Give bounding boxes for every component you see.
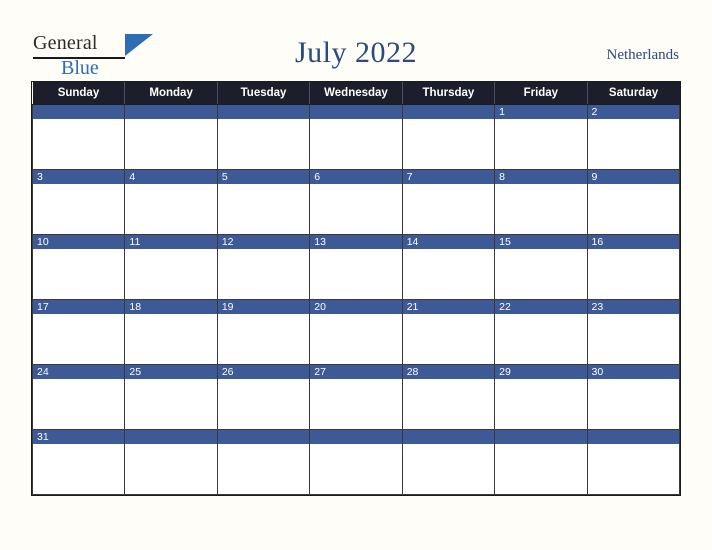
day-notes-area[interactable] <box>218 379 309 427</box>
day-number: 14 <box>403 235 494 249</box>
calendar-day-cell[interactable] <box>217 300 309 365</box>
day-notes-area[interactable] <box>125 314 216 362</box>
calendar-week-row <box>33 170 680 235</box>
day-notes-area[interactable] <box>495 444 586 492</box>
weekday-header-saturday: Saturday <box>587 82 679 105</box>
day-notes-area[interactable] <box>218 444 309 492</box>
calendar-week-row <box>33 235 680 300</box>
day-number: 8 <box>495 170 586 184</box>
day-notes-area[interactable] <box>125 444 216 492</box>
calendar-day-cell[interactable] <box>125 365 217 430</box>
calendar-day-cell[interactable] <box>402 430 494 495</box>
day-number: 22 <box>495 300 586 314</box>
calendar-day-cell[interactable] <box>310 430 402 495</box>
calendar-day-cell[interactable] <box>33 365 125 430</box>
calendar-day-cell[interactable] <box>402 170 494 235</box>
calendar-day-cell[interactable] <box>33 170 125 235</box>
calendar-day-cell[interactable] <box>587 300 679 365</box>
day-number: 26 <box>218 365 309 379</box>
day-number: 19 <box>218 300 309 314</box>
day-notes-area[interactable] <box>125 379 216 427</box>
day-number: 18 <box>125 300 216 314</box>
weekday-header-thursday: Thursday <box>402 82 494 105</box>
day-notes-area[interactable] <box>495 119 586 167</box>
day-number <box>310 105 401 119</box>
day-notes-area[interactable] <box>495 314 586 362</box>
day-notes-area[interactable] <box>588 184 679 232</box>
calendar-day-cell[interactable] <box>33 300 125 365</box>
day-number: 1 <box>495 105 586 119</box>
day-notes-area[interactable] <box>218 314 309 362</box>
calendar-week-row <box>33 430 680 495</box>
calendar-day-cell[interactable] <box>125 300 217 365</box>
day-number: 24 <box>33 365 124 379</box>
day-notes-area[interactable] <box>403 314 494 362</box>
calendar-day-cell[interactable] <box>587 105 679 170</box>
day-number <box>125 430 216 444</box>
day-notes-area[interactable] <box>310 379 401 427</box>
day-notes-area[interactable] <box>125 119 216 167</box>
calendar-day-cell[interactable] <box>495 105 587 170</box>
calendar-day-cell[interactable] <box>495 235 587 300</box>
day-number <box>403 430 494 444</box>
day-notes-area[interactable] <box>495 249 586 297</box>
calendar-week-row <box>33 300 680 365</box>
day-notes-area[interactable] <box>495 379 586 427</box>
calendar-day-cell[interactable] <box>125 170 217 235</box>
calendar-day-cell[interactable] <box>310 105 402 170</box>
weekday-header-monday: Monday <box>125 82 217 105</box>
calendar-week-row <box>33 365 680 430</box>
day-notes-area[interactable] <box>33 444 124 492</box>
day-number <box>125 105 216 119</box>
day-notes-area[interactable] <box>33 379 124 427</box>
day-notes-area[interactable] <box>403 184 494 232</box>
day-number <box>218 430 309 444</box>
page-title: July 2022 <box>294 36 417 69</box>
day-number: 29 <box>495 365 586 379</box>
day-notes-area[interactable] <box>588 314 679 362</box>
day-number: 10 <box>33 235 124 249</box>
day-number: 15 <box>495 235 586 249</box>
logo-text-blue: Blue <box>61 57 99 79</box>
day-notes-area[interactable] <box>588 379 679 427</box>
day-notes-area[interactable] <box>218 249 309 297</box>
calendar-day-cell[interactable] <box>402 105 494 170</box>
day-notes-area[interactable] <box>33 119 124 167</box>
day-number: 13 <box>310 235 401 249</box>
calendar-day-cell[interactable] <box>495 430 587 495</box>
day-number: 12 <box>218 235 309 249</box>
day-notes-area[interactable] <box>495 184 586 232</box>
day-notes-area[interactable] <box>218 184 309 232</box>
day-number: 28 <box>403 365 494 379</box>
day-number: 5 <box>218 170 309 184</box>
calendar-day-cell[interactable] <box>310 170 402 235</box>
calendar-day-cell[interactable] <box>310 235 402 300</box>
page-header <box>0 18 712 79</box>
day-notes-area[interactable] <box>403 379 494 427</box>
day-number: 16 <box>588 235 679 249</box>
day-notes-area[interactable] <box>403 119 494 167</box>
calendar-day-cell[interactable] <box>217 170 309 235</box>
country-label: Netherlands <box>606 47 679 63</box>
calendar-grid <box>31 81 681 496</box>
calendar-day-cell[interactable] <box>310 300 402 365</box>
calendar-day-cell[interactable] <box>125 430 217 495</box>
day-notes-area[interactable] <box>125 184 216 232</box>
calendar-day-cell[interactable] <box>33 105 125 170</box>
calendar-day-cell[interactable] <box>125 235 217 300</box>
day-number: 23 <box>588 300 679 314</box>
day-notes-area[interactable] <box>33 184 124 232</box>
day-notes-area[interactable] <box>33 314 124 362</box>
day-notes-area[interactable] <box>310 184 401 232</box>
calendar-day-cell[interactable] <box>33 235 125 300</box>
calendar-day-cell[interactable] <box>402 300 494 365</box>
calendar-day-cell[interactable] <box>587 430 679 495</box>
day-notes-area[interactable] <box>310 314 401 362</box>
day-notes-area[interactable] <box>588 249 679 297</box>
day-number: 11 <box>125 235 216 249</box>
calendar-day-cell[interactable] <box>310 365 402 430</box>
day-number: 31 <box>33 430 124 444</box>
day-notes-area[interactable] <box>310 119 401 167</box>
calendar-day-cell[interactable] <box>402 365 494 430</box>
calendar-week-row <box>33 105 680 170</box>
day-number <box>403 105 494 119</box>
day-notes-area[interactable] <box>125 249 216 297</box>
calendar-day-cell[interactable] <box>587 365 679 430</box>
day-number: 20 <box>310 300 401 314</box>
calendar-day-cell[interactable] <box>495 170 587 235</box>
calendar-day-cell[interactable] <box>587 170 679 235</box>
day-notes-area[interactable] <box>218 119 309 167</box>
calendar-day-cell[interactable] <box>217 365 309 430</box>
calendar-day-cell[interactable] <box>495 300 587 365</box>
day-number: 21 <box>403 300 494 314</box>
calendar-day-cell[interactable] <box>402 235 494 300</box>
logo-text-general: General <box>33 32 98 54</box>
calendar-day-cell[interactable] <box>495 365 587 430</box>
calendar-day-cell[interactable] <box>217 235 309 300</box>
day-number <box>310 430 401 444</box>
day-number <box>218 105 309 119</box>
day-number: 25 <box>125 365 216 379</box>
weekday-header-friday: Friday <box>495 82 587 105</box>
day-number <box>588 430 679 444</box>
day-number: 4 <box>125 170 216 184</box>
day-number <box>33 105 124 119</box>
day-number: 30 <box>588 365 679 379</box>
day-number: 3 <box>33 170 124 184</box>
day-notes-area[interactable] <box>403 444 494 492</box>
day-number: 17 <box>33 300 124 314</box>
weekday-header-tuesday: Tuesday <box>217 82 309 105</box>
day-number: 2 <box>588 105 679 119</box>
calendar-day-cell[interactable] <box>587 235 679 300</box>
calendar-day-cell[interactable] <box>217 430 309 495</box>
day-number: 27 <box>310 365 401 379</box>
weekday-header-row <box>33 82 680 105</box>
day-notes-area[interactable] <box>588 444 679 492</box>
day-number: 6 <box>310 170 401 184</box>
calendar-day-cell[interactable] <box>33 430 125 495</box>
weekday-header-sunday: Sunday <box>33 82 125 105</box>
calendar-day-cell[interactable] <box>125 105 217 170</box>
day-number: 9 <box>588 170 679 184</box>
day-notes-area[interactable] <box>588 119 679 167</box>
day-notes-area[interactable] <box>403 249 494 297</box>
day-notes-area[interactable] <box>310 249 401 297</box>
day-number <box>495 430 586 444</box>
weekday-header-wednesday: Wednesday <box>310 82 402 105</box>
day-notes-area[interactable] <box>310 444 401 492</box>
day-number: 7 <box>403 170 494 184</box>
calendar-day-cell[interactable] <box>217 105 309 170</box>
day-notes-area[interactable] <box>33 249 124 297</box>
